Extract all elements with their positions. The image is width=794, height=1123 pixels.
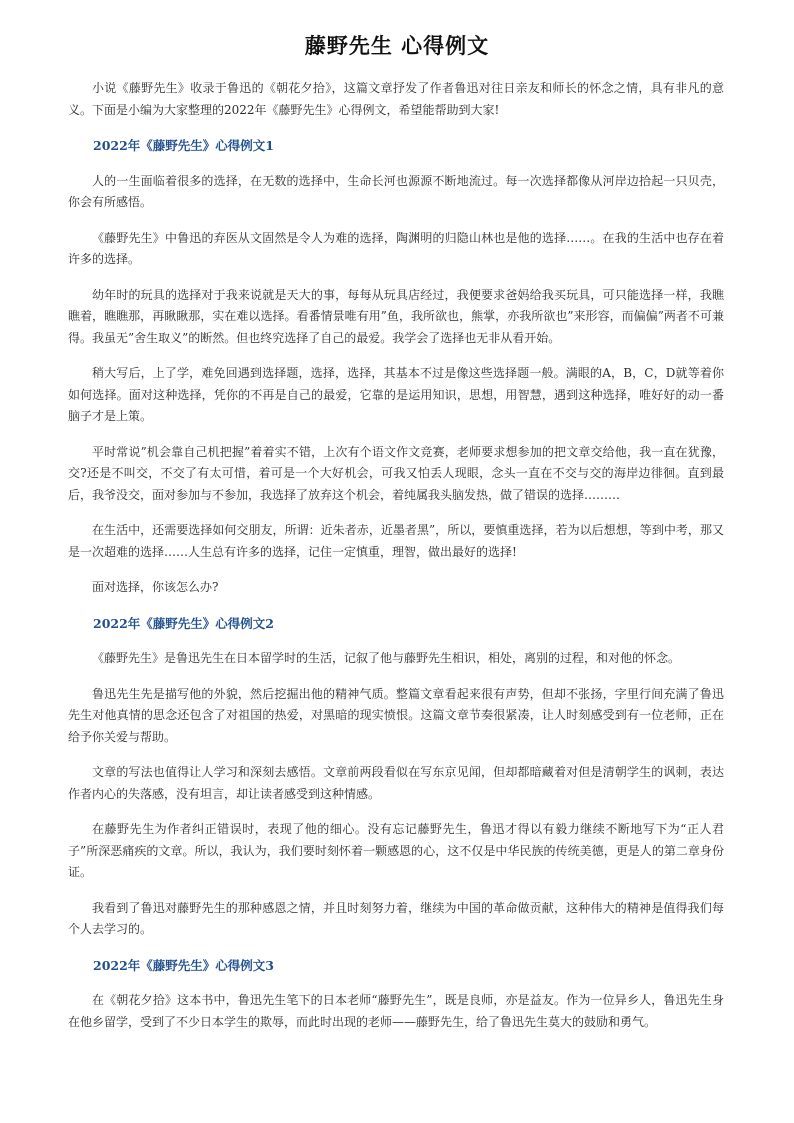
paragraph: 稍大写后，上了学，难免回遇到选择题，选择，选择，其基本不过是像这些选择题一般。满眼的A，B，C，D就等着你如何选择。面对这种选择，凭你的不再是自己的最爱，它靠的是运用知识，思想，用智慧，遇到这种选择，唯好好的动一番脑子才是上策。 bbox=[68, 366, 724, 423]
paragraph: 面对选择，你该怎么办? bbox=[92, 580, 219, 594]
article-body bbox=[68, 78, 724, 1033]
paragraph: 《藤野先生》中鲁迅的弃医从文固然是令人为难的选择，陶渊明的归隐山林也是他的选择……。在我的生活中也存在着许多的选择。 bbox=[68, 230, 724, 266]
paragraph: 在生活中，还需要选择如何交朋友，所谓：近朱者赤，近墨者黑”，所以，要慎重选择，若为以后想想，等到中考，那又是一次超难的选择……人生总有许多的选择，记住一定慎重，理智，做出最好的选择! bbox=[68, 523, 724, 559]
paragraph: 在藤野先生为作者纠正错误时，表现了他的细心。没有忘记藤野先生，鲁迅才得以有毅力继续不断地写下为“正人君子”所深恶痛疾的文章。所以，我认为，我们要时刻怀着一颗感恩的心，这不仅是中华民族的传统美德，更是人的第二章身份证。 bbox=[68, 822, 724, 879]
paragraph: 人的一生面临着很多的选择，在无数的选择中，生命长河也源源不断地流过。每一次选择都像从河岸边拾起一只贝壳，你会有所感悟。 bbox=[68, 173, 724, 209]
section-2-heading: 2022年《藤野先生》心得例文2 bbox=[93, 615, 274, 631]
page-title: 藤野先生 心得例文 bbox=[304, 34, 490, 58]
intro-paragraph: 小说《藤野先生》收录于鲁迅的《朝花夕拾》，这篇文章抒发了作者鲁迅对往日亲友和师长的怀念之情，具有非凡的意义。下面是小编为大家整理的2022年《藤野先生》心得例文，希望能帮助到大家! bbox=[68, 81, 724, 117]
paragraph: 文章的写法也值得让人学习和深刻去感悟。文章前两段看似在写东京见闻，但却都暗藏着对但是清朝学生的讽刺，表达作者内心的失落感，没有坦言，却让读者感受到这种情感。 bbox=[68, 765, 724, 801]
paragraph: 幼年时的玩具的选择对于我来说就是天大的事，每每从玩具店经过，我便要求爸妈给我买玩具，可只能选择一样，我瞧瞧着，瞧瞧那，再瞅瞅那，实在难以选择。看番情景唯有用”鱼，我所欲也，熊掌，亦我所欲也”来形容，而偏偏”两者不可兼得。我虽无”舍生取义”的断然。但也终究选择了自己的最爱。我学会了选择也无非从看开始。 bbox=[68, 287, 724, 345]
paragraph: 在《朝花夕拾》这本书中，鲁迅先生笔下的日本老师“藤野先生”，既是良师，亦是益友。作为一位异乡人，鲁迅先生身在他乡留学，受到了不少日本学生的欺辱，而此时出现的老师——藤野先生，给了鲁迅先生莫大的鼓励和勇气。 bbox=[68, 993, 724, 1029]
paragraph: 鲁迅先生先是描写他的外貌，然后挖掘出他的精神气质。整篇文章看起来很有声势，但却不张扬，字里行间充满了鲁迅先生对他真情的思念还包含了对祖国的热爱，对黑暗的现实愤恨。这篇文章节奏很紧凑，让人时刻感受到有一位老师，正在给予你关爱与帮助。 bbox=[68, 686, 724, 744]
paragraph: 平时常说”机会靠自己机把握”着着实不错，上次有个语文作文竞赛，老师要求想参加的把文章交给他，我一直在犹豫，交?还是不叫交，不交了有太可惜，着可是一个大好机会，可我又怕丢人现眼，念头一直在不交与交的海岸边徘徊。直到最后，我爷没交，面对参加与不参加，我选择了放弃这个机会，着纯属我头脑发热，做了错误的选择……… bbox=[68, 444, 724, 502]
paragraph: 《藤野先生》是鲁迅先生在日本留学时的生活，记叙了他与藤野先生相识，相处，离别的过程，和对他的怀念。 bbox=[92, 651, 681, 665]
paragraph: 我看到了鲁迅对藤野先生的那种感恩之情，并且时刻努力着，继续为中国的革命做贡献，这种伟大的精神是值得我们每个人去学习的。 bbox=[68, 900, 724, 936]
section-1-heading: 2022年《藤野先生》心得例文1 bbox=[93, 138, 274, 153]
section-3-heading: 2022年《藤野先生》心得例文3 bbox=[93, 957, 274, 973]
